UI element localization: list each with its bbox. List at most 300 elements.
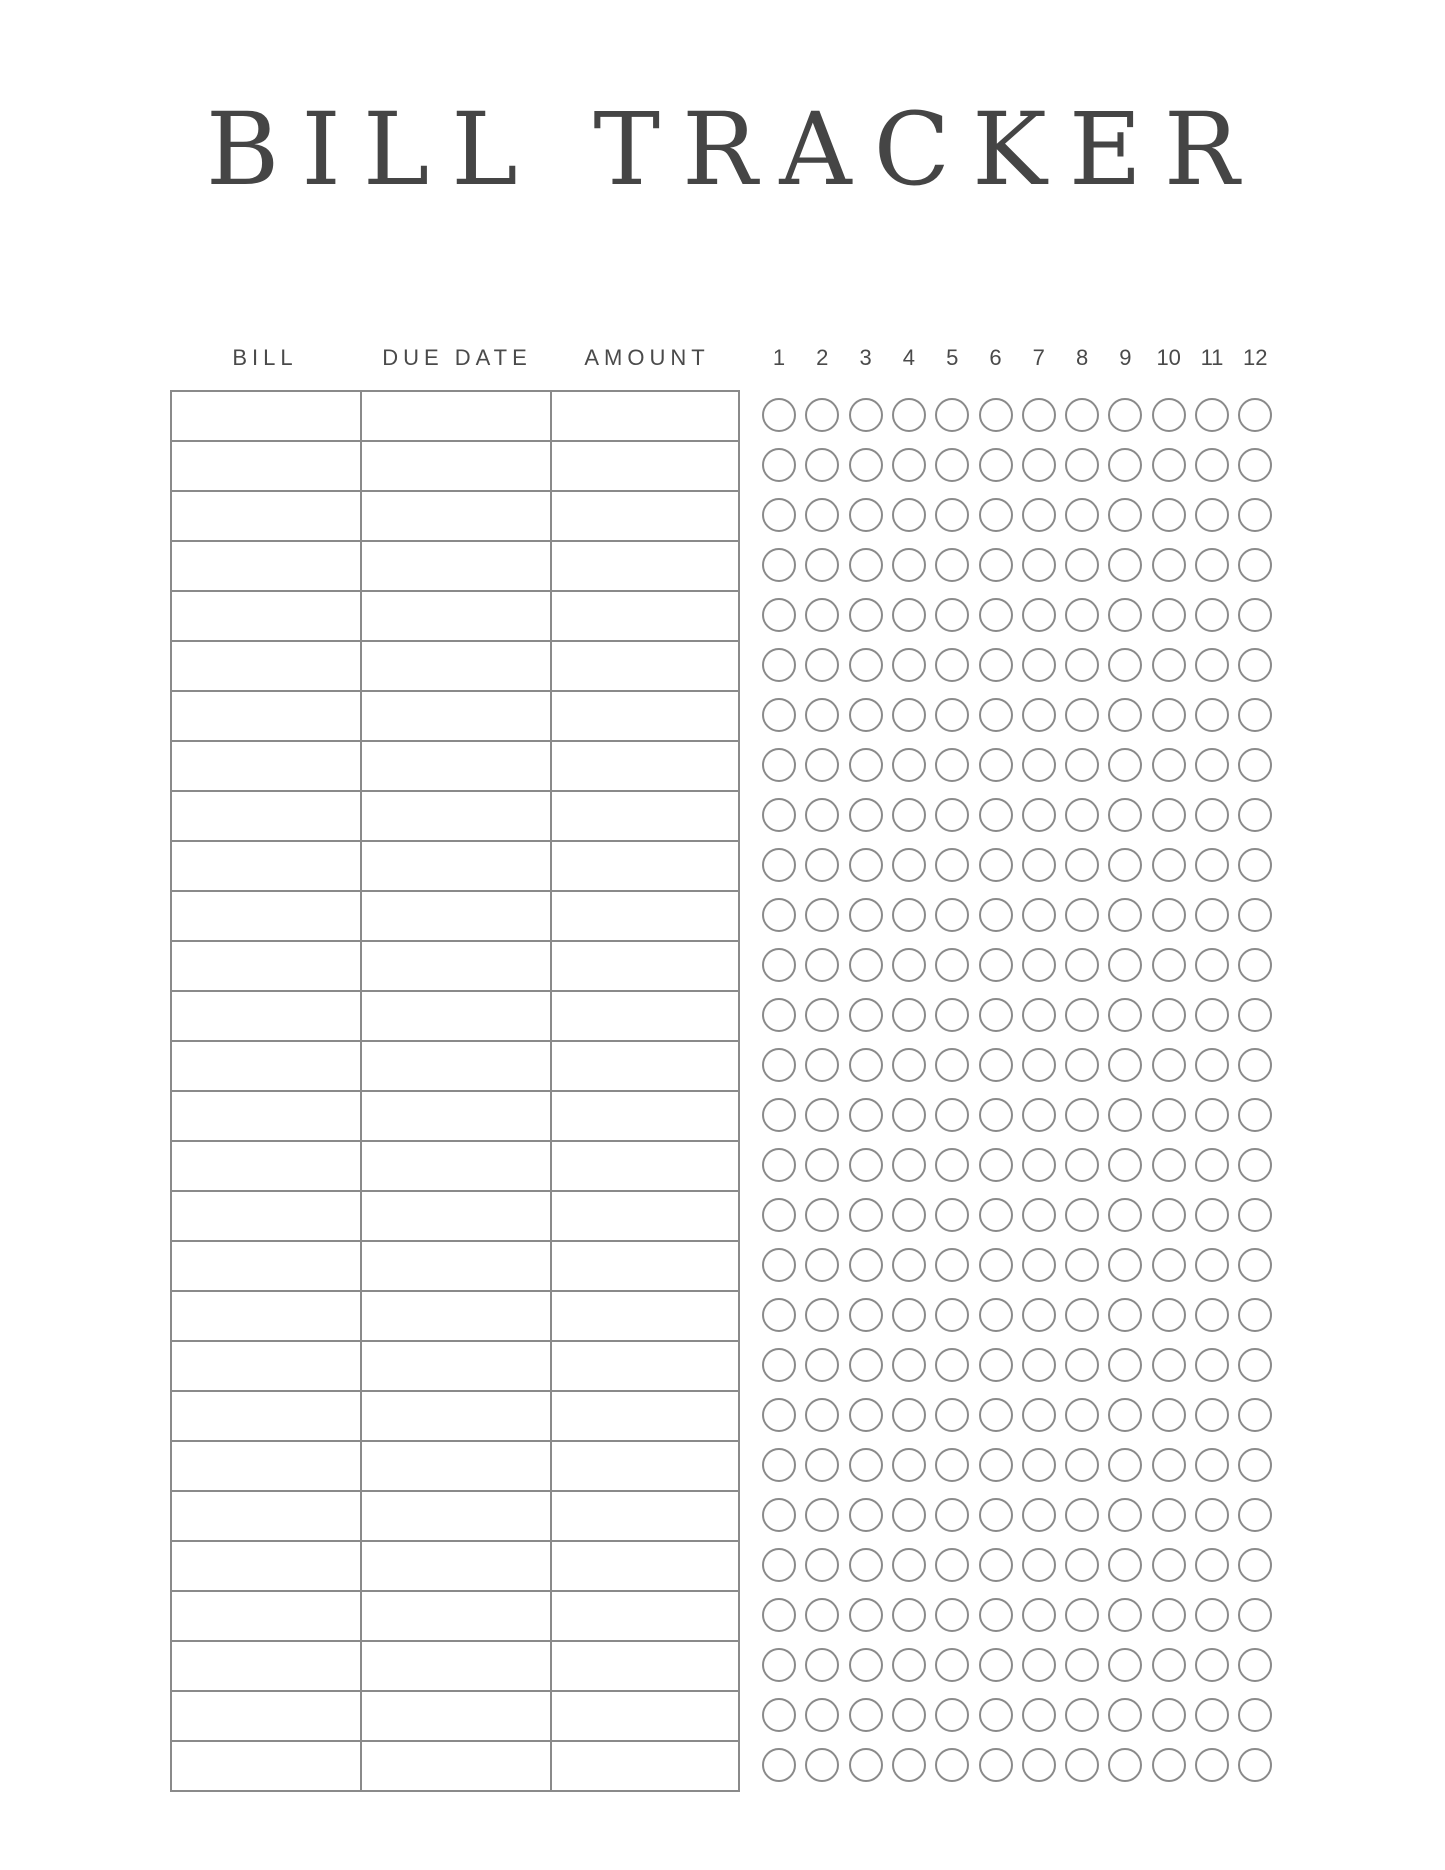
paid-checkbox-month-11[interactable] xyxy=(1195,1148,1229,1182)
paid-checkbox-month-2[interactable] xyxy=(805,1198,839,1232)
paid-checkbox-month-4[interactable] xyxy=(892,1348,926,1382)
paid-checkbox-month-9[interactable] xyxy=(1108,548,1142,582)
amount-cell[interactable] xyxy=(552,1442,740,1490)
paid-checkbox-month-2[interactable] xyxy=(805,1448,839,1482)
paid-checkbox-month-8[interactable] xyxy=(1065,1298,1099,1332)
due-date-cell[interactable] xyxy=(362,1392,552,1440)
paid-checkbox-month-10[interactable] xyxy=(1152,448,1186,482)
amount-cell[interactable] xyxy=(552,542,740,590)
paid-checkbox-month-8[interactable] xyxy=(1065,448,1099,482)
amount-cell[interactable] xyxy=(552,642,740,690)
paid-checkbox-month-9[interactable] xyxy=(1108,848,1142,882)
paid-checkbox-month-5[interactable] xyxy=(935,398,969,432)
paid-checkbox-month-2[interactable] xyxy=(805,498,839,532)
paid-checkbox-month-7[interactable] xyxy=(1022,898,1056,932)
amount-cell[interactable] xyxy=(552,392,740,440)
paid-checkbox-month-1[interactable] xyxy=(762,398,796,432)
bill-cell[interactable] xyxy=(172,1542,362,1590)
paid-checkbox-month-5[interactable] xyxy=(935,1098,969,1132)
paid-checkbox-month-2[interactable] xyxy=(805,1698,839,1732)
paid-checkbox-month-10[interactable] xyxy=(1152,1398,1186,1432)
paid-checkbox-month-2[interactable] xyxy=(805,898,839,932)
paid-checkbox-month-6[interactable] xyxy=(979,1348,1013,1382)
bill-cell[interactable] xyxy=(172,842,362,890)
paid-checkbox-month-1[interactable] xyxy=(762,1098,796,1132)
paid-checkbox-month-6[interactable] xyxy=(979,698,1013,732)
paid-checkbox-month-8[interactable] xyxy=(1065,1548,1099,1582)
paid-checkbox-month-4[interactable] xyxy=(892,748,926,782)
paid-checkbox-month-2[interactable] xyxy=(805,748,839,782)
amount-cell[interactable] xyxy=(552,492,740,540)
paid-checkbox-month-6[interactable] xyxy=(979,1298,1013,1332)
paid-checkbox-month-7[interactable] xyxy=(1022,848,1056,882)
paid-checkbox-month-3[interactable] xyxy=(849,1498,883,1532)
paid-checkbox-month-11[interactable] xyxy=(1195,598,1229,632)
paid-checkbox-month-11[interactable] xyxy=(1195,1548,1229,1582)
bill-cell[interactable] xyxy=(172,742,362,790)
paid-checkbox-month-12[interactable] xyxy=(1238,1298,1272,1332)
amount-cell[interactable] xyxy=(552,742,740,790)
paid-checkbox-month-2[interactable] xyxy=(805,548,839,582)
paid-checkbox-month-2[interactable] xyxy=(805,1598,839,1632)
paid-checkbox-month-5[interactable] xyxy=(935,1548,969,1582)
amount-cell[interactable] xyxy=(552,592,740,640)
paid-checkbox-month-9[interactable] xyxy=(1108,898,1142,932)
paid-checkbox-month-6[interactable] xyxy=(979,748,1013,782)
paid-checkbox-month-12[interactable] xyxy=(1238,1598,1272,1632)
paid-checkbox-month-11[interactable] xyxy=(1195,1348,1229,1382)
paid-checkbox-month-12[interactable] xyxy=(1238,798,1272,832)
paid-checkbox-month-3[interactable] xyxy=(849,548,883,582)
paid-checkbox-month-1[interactable] xyxy=(762,498,796,532)
paid-checkbox-month-10[interactable] xyxy=(1152,1298,1186,1332)
paid-checkbox-month-6[interactable] xyxy=(979,548,1013,582)
paid-checkbox-month-10[interactable] xyxy=(1152,1448,1186,1482)
paid-checkbox-month-2[interactable] xyxy=(805,1348,839,1382)
paid-checkbox-month-2[interactable] xyxy=(805,448,839,482)
paid-checkbox-month-8[interactable] xyxy=(1065,1348,1099,1382)
amount-cell[interactable] xyxy=(552,1342,740,1390)
paid-checkbox-month-7[interactable] xyxy=(1022,1298,1056,1332)
paid-checkbox-month-1[interactable] xyxy=(762,1398,796,1432)
bill-cell[interactable] xyxy=(172,792,362,840)
paid-checkbox-month-2[interactable] xyxy=(805,1148,839,1182)
due-date-cell[interactable] xyxy=(362,1742,552,1790)
paid-checkbox-month-4[interactable] xyxy=(892,1698,926,1732)
paid-checkbox-month-5[interactable] xyxy=(935,1048,969,1082)
bill-cell[interactable] xyxy=(172,1692,362,1740)
paid-checkbox-month-8[interactable] xyxy=(1065,1598,1099,1632)
paid-checkbox-month-7[interactable] xyxy=(1022,1248,1056,1282)
amount-cell[interactable] xyxy=(552,1692,740,1740)
paid-checkbox-month-9[interactable] xyxy=(1108,398,1142,432)
due-date-cell[interactable] xyxy=(362,1042,552,1090)
paid-checkbox-month-1[interactable] xyxy=(762,948,796,982)
paid-checkbox-month-10[interactable] xyxy=(1152,1698,1186,1732)
amount-cell[interactable] xyxy=(552,1142,740,1190)
paid-checkbox-month-5[interactable] xyxy=(935,948,969,982)
paid-checkbox-month-10[interactable] xyxy=(1152,1098,1186,1132)
paid-checkbox-month-1[interactable] xyxy=(762,848,796,882)
due-date-cell[interactable] xyxy=(362,442,552,490)
paid-checkbox-month-1[interactable] xyxy=(762,598,796,632)
bill-cell[interactable] xyxy=(172,392,362,440)
paid-checkbox-month-6[interactable] xyxy=(979,648,1013,682)
paid-checkbox-month-5[interactable] xyxy=(935,798,969,832)
paid-checkbox-month-11[interactable] xyxy=(1195,848,1229,882)
paid-checkbox-month-2[interactable] xyxy=(805,598,839,632)
paid-checkbox-month-4[interactable] xyxy=(892,698,926,732)
paid-checkbox-month-12[interactable] xyxy=(1238,648,1272,682)
paid-checkbox-month-10[interactable] xyxy=(1152,1198,1186,1232)
paid-checkbox-month-4[interactable] xyxy=(892,998,926,1032)
paid-checkbox-month-1[interactable] xyxy=(762,1748,796,1782)
paid-checkbox-month-8[interactable] xyxy=(1065,598,1099,632)
amount-cell[interactable] xyxy=(552,942,740,990)
paid-checkbox-month-1[interactable] xyxy=(762,1298,796,1332)
paid-checkbox-month-7[interactable] xyxy=(1022,1598,1056,1632)
paid-checkbox-month-10[interactable] xyxy=(1152,1648,1186,1682)
paid-checkbox-month-8[interactable] xyxy=(1065,1248,1099,1282)
paid-checkbox-month-7[interactable] xyxy=(1022,698,1056,732)
paid-checkbox-month-5[interactable] xyxy=(935,1198,969,1232)
paid-checkbox-month-5[interactable] xyxy=(935,1248,969,1282)
paid-checkbox-month-10[interactable] xyxy=(1152,1498,1186,1532)
due-date-cell[interactable] xyxy=(362,1192,552,1240)
paid-checkbox-month-4[interactable] xyxy=(892,1398,926,1432)
paid-checkbox-month-4[interactable] xyxy=(892,1648,926,1682)
bill-cell[interactable] xyxy=(172,1342,362,1390)
paid-checkbox-month-3[interactable] xyxy=(849,1648,883,1682)
paid-checkbox-month-12[interactable] xyxy=(1238,1498,1272,1532)
paid-checkbox-month-12[interactable] xyxy=(1238,1148,1272,1182)
paid-checkbox-month-7[interactable] xyxy=(1022,1048,1056,1082)
paid-checkbox-month-4[interactable] xyxy=(892,1198,926,1232)
paid-checkbox-month-4[interactable] xyxy=(892,848,926,882)
paid-checkbox-month-11[interactable] xyxy=(1195,1748,1229,1782)
paid-checkbox-month-3[interactable] xyxy=(849,1148,883,1182)
paid-checkbox-month-6[interactable] xyxy=(979,498,1013,532)
amount-cell[interactable] xyxy=(552,1742,740,1790)
paid-checkbox-month-10[interactable] xyxy=(1152,1748,1186,1782)
paid-checkbox-month-4[interactable] xyxy=(892,448,926,482)
paid-checkbox-month-1[interactable] xyxy=(762,798,796,832)
paid-checkbox-month-3[interactable] xyxy=(849,1198,883,1232)
paid-checkbox-month-11[interactable] xyxy=(1195,1498,1229,1532)
paid-checkbox-month-11[interactable] xyxy=(1195,798,1229,832)
paid-checkbox-month-4[interactable] xyxy=(892,1298,926,1332)
paid-checkbox-month-6[interactable] xyxy=(979,1598,1013,1632)
due-date-cell[interactable] xyxy=(362,592,552,640)
paid-checkbox-month-9[interactable] xyxy=(1108,1548,1142,1582)
paid-checkbox-month-5[interactable] xyxy=(935,1598,969,1632)
paid-checkbox-month-6[interactable] xyxy=(979,848,1013,882)
paid-checkbox-month-9[interactable] xyxy=(1108,1298,1142,1332)
paid-checkbox-month-4[interactable] xyxy=(892,398,926,432)
due-date-cell[interactable] xyxy=(362,1242,552,1290)
paid-checkbox-month-4[interactable] xyxy=(892,498,926,532)
paid-checkbox-month-11[interactable] xyxy=(1195,1598,1229,1632)
paid-checkbox-month-11[interactable] xyxy=(1195,498,1229,532)
paid-checkbox-month-8[interactable] xyxy=(1065,1148,1099,1182)
paid-checkbox-month-12[interactable] xyxy=(1238,498,1272,532)
paid-checkbox-month-9[interactable] xyxy=(1108,1648,1142,1682)
paid-checkbox-month-4[interactable] xyxy=(892,798,926,832)
paid-checkbox-month-7[interactable] xyxy=(1022,498,1056,532)
bill-cell[interactable] xyxy=(172,1192,362,1240)
paid-checkbox-month-4[interactable] xyxy=(892,1448,926,1482)
due-date-cell[interactable] xyxy=(362,742,552,790)
paid-checkbox-month-3[interactable] xyxy=(849,1448,883,1482)
due-date-cell[interactable] xyxy=(362,1592,552,1640)
paid-checkbox-month-1[interactable] xyxy=(762,448,796,482)
paid-checkbox-month-7[interactable] xyxy=(1022,1198,1056,1232)
paid-checkbox-month-7[interactable] xyxy=(1022,1648,1056,1682)
paid-checkbox-month-9[interactable] xyxy=(1108,1098,1142,1132)
paid-checkbox-month-10[interactable] xyxy=(1152,598,1186,632)
paid-checkbox-month-8[interactable] xyxy=(1065,1048,1099,1082)
paid-checkbox-month-6[interactable] xyxy=(979,948,1013,982)
paid-checkbox-month-2[interactable] xyxy=(805,1548,839,1582)
paid-checkbox-month-9[interactable] xyxy=(1108,1598,1142,1632)
paid-checkbox-month-12[interactable] xyxy=(1238,898,1272,932)
paid-checkbox-month-6[interactable] xyxy=(979,998,1013,1032)
due-date-cell[interactable] xyxy=(362,1442,552,1490)
paid-checkbox-month-9[interactable] xyxy=(1108,798,1142,832)
paid-checkbox-month-3[interactable] xyxy=(849,698,883,732)
paid-checkbox-month-12[interactable] xyxy=(1238,448,1272,482)
paid-checkbox-month-11[interactable] xyxy=(1195,448,1229,482)
paid-checkbox-month-11[interactable] xyxy=(1195,1298,1229,1332)
paid-checkbox-month-11[interactable] xyxy=(1195,398,1229,432)
bill-cell[interactable] xyxy=(172,992,362,1040)
bill-cell[interactable] xyxy=(172,642,362,690)
due-date-cell[interactable] xyxy=(362,992,552,1040)
paid-checkbox-month-1[interactable] xyxy=(762,1548,796,1582)
paid-checkbox-month-11[interactable] xyxy=(1195,1698,1229,1732)
bill-cell[interactable] xyxy=(172,1292,362,1340)
paid-checkbox-month-2[interactable] xyxy=(805,998,839,1032)
due-date-cell[interactable] xyxy=(362,642,552,690)
paid-checkbox-month-1[interactable] xyxy=(762,1348,796,1382)
bill-cell[interactable] xyxy=(172,1642,362,1690)
paid-checkbox-month-6[interactable] xyxy=(979,448,1013,482)
paid-checkbox-month-6[interactable] xyxy=(979,598,1013,632)
paid-checkbox-month-7[interactable] xyxy=(1022,648,1056,682)
paid-checkbox-month-12[interactable] xyxy=(1238,1048,1272,1082)
paid-checkbox-month-7[interactable] xyxy=(1022,798,1056,832)
paid-checkbox-month-9[interactable] xyxy=(1108,998,1142,1032)
paid-checkbox-month-3[interactable] xyxy=(849,898,883,932)
paid-checkbox-month-5[interactable] xyxy=(935,1348,969,1382)
paid-checkbox-month-8[interactable] xyxy=(1065,898,1099,932)
paid-checkbox-month-9[interactable] xyxy=(1108,1348,1142,1382)
paid-checkbox-month-12[interactable] xyxy=(1238,848,1272,882)
paid-checkbox-month-8[interactable] xyxy=(1065,748,1099,782)
paid-checkbox-month-3[interactable] xyxy=(849,448,883,482)
paid-checkbox-month-11[interactable] xyxy=(1195,1398,1229,1432)
due-date-cell[interactable] xyxy=(362,1142,552,1190)
paid-checkbox-month-10[interactable] xyxy=(1152,998,1186,1032)
paid-checkbox-month-5[interactable] xyxy=(935,648,969,682)
paid-checkbox-month-12[interactable] xyxy=(1238,598,1272,632)
paid-checkbox-month-8[interactable] xyxy=(1065,848,1099,882)
paid-checkbox-month-10[interactable] xyxy=(1152,698,1186,732)
paid-checkbox-month-4[interactable] xyxy=(892,1048,926,1082)
paid-checkbox-month-1[interactable] xyxy=(762,748,796,782)
amount-cell[interactable] xyxy=(552,442,740,490)
paid-checkbox-month-7[interactable] xyxy=(1022,1148,1056,1182)
paid-checkbox-month-11[interactable] xyxy=(1195,1048,1229,1082)
due-date-cell[interactable] xyxy=(362,1692,552,1740)
paid-checkbox-month-1[interactable] xyxy=(762,1198,796,1232)
paid-checkbox-month-12[interactable] xyxy=(1238,1548,1272,1582)
bill-cell[interactable] xyxy=(172,1392,362,1440)
paid-checkbox-month-10[interactable] xyxy=(1152,398,1186,432)
amount-cell[interactable] xyxy=(552,792,740,840)
paid-checkbox-month-9[interactable] xyxy=(1108,498,1142,532)
paid-checkbox-month-10[interactable] xyxy=(1152,1048,1186,1082)
paid-checkbox-month-12[interactable] xyxy=(1238,748,1272,782)
paid-checkbox-month-1[interactable] xyxy=(762,548,796,582)
paid-checkbox-month-7[interactable] xyxy=(1022,1098,1056,1132)
amount-cell[interactable] xyxy=(552,1092,740,1140)
amount-cell[interactable] xyxy=(552,842,740,890)
paid-checkbox-month-12[interactable] xyxy=(1238,1648,1272,1682)
bill-cell[interactable] xyxy=(172,892,362,940)
paid-checkbox-month-6[interactable] xyxy=(979,898,1013,932)
paid-checkbox-month-12[interactable] xyxy=(1238,1748,1272,1782)
paid-checkbox-month-4[interactable] xyxy=(892,1498,926,1532)
paid-checkbox-month-12[interactable] xyxy=(1238,1098,1272,1132)
bill-cell[interactable] xyxy=(172,492,362,540)
paid-checkbox-month-4[interactable] xyxy=(892,1748,926,1782)
paid-checkbox-month-9[interactable] xyxy=(1108,948,1142,982)
paid-checkbox-month-11[interactable] xyxy=(1195,1448,1229,1482)
paid-checkbox-month-8[interactable] xyxy=(1065,798,1099,832)
paid-checkbox-month-1[interactable] xyxy=(762,1598,796,1632)
paid-checkbox-month-2[interactable] xyxy=(805,1648,839,1682)
paid-checkbox-month-6[interactable] xyxy=(979,1698,1013,1732)
paid-checkbox-month-4[interactable] xyxy=(892,1098,926,1132)
paid-checkbox-month-12[interactable] xyxy=(1238,1448,1272,1482)
paid-checkbox-month-11[interactable] xyxy=(1195,748,1229,782)
paid-checkbox-month-9[interactable] xyxy=(1108,1748,1142,1782)
paid-checkbox-month-6[interactable] xyxy=(979,1748,1013,1782)
paid-checkbox-month-3[interactable] xyxy=(849,1598,883,1632)
amount-cell[interactable] xyxy=(552,892,740,940)
paid-checkbox-month-10[interactable] xyxy=(1152,1148,1186,1182)
paid-checkbox-month-9[interactable] xyxy=(1108,648,1142,682)
paid-checkbox-month-12[interactable] xyxy=(1238,1348,1272,1382)
paid-checkbox-month-3[interactable] xyxy=(849,1698,883,1732)
paid-checkbox-month-1[interactable] xyxy=(762,698,796,732)
paid-checkbox-month-8[interactable] xyxy=(1065,1098,1099,1132)
paid-checkbox-month-6[interactable] xyxy=(979,1398,1013,1432)
bill-cell[interactable] xyxy=(172,1742,362,1790)
paid-checkbox-month-6[interactable] xyxy=(979,1448,1013,1482)
paid-checkbox-month-2[interactable] xyxy=(805,1498,839,1532)
paid-checkbox-month-10[interactable] xyxy=(1152,898,1186,932)
paid-checkbox-month-5[interactable] xyxy=(935,1648,969,1682)
amount-cell[interactable] xyxy=(552,1542,740,1590)
paid-checkbox-month-5[interactable] xyxy=(935,698,969,732)
due-date-cell[interactable] xyxy=(362,792,552,840)
amount-cell[interactable] xyxy=(552,692,740,740)
paid-checkbox-month-4[interactable] xyxy=(892,648,926,682)
bill-cell[interactable] xyxy=(172,1492,362,1540)
paid-checkbox-month-8[interactable] xyxy=(1065,1698,1099,1732)
paid-checkbox-month-3[interactable] xyxy=(849,498,883,532)
paid-checkbox-month-3[interactable] xyxy=(849,1298,883,1332)
paid-checkbox-month-9[interactable] xyxy=(1108,1148,1142,1182)
paid-checkbox-month-8[interactable] xyxy=(1065,998,1099,1032)
paid-checkbox-month-9[interactable] xyxy=(1108,1448,1142,1482)
due-date-cell[interactable] xyxy=(362,492,552,540)
paid-checkbox-month-5[interactable] xyxy=(935,998,969,1032)
paid-checkbox-month-5[interactable] xyxy=(935,448,969,482)
paid-checkbox-month-8[interactable] xyxy=(1065,948,1099,982)
paid-checkbox-month-7[interactable] xyxy=(1022,1548,1056,1582)
amount-cell[interactable] xyxy=(552,1042,740,1090)
paid-checkbox-month-12[interactable] xyxy=(1238,1698,1272,1732)
paid-checkbox-month-3[interactable] xyxy=(849,398,883,432)
paid-checkbox-month-5[interactable] xyxy=(935,1748,969,1782)
paid-checkbox-month-11[interactable] xyxy=(1195,998,1229,1032)
paid-checkbox-month-7[interactable] xyxy=(1022,998,1056,1032)
bill-cell[interactable] xyxy=(172,1442,362,1490)
paid-checkbox-month-3[interactable] xyxy=(849,648,883,682)
paid-checkbox-month-8[interactable] xyxy=(1065,648,1099,682)
paid-checkbox-month-7[interactable] xyxy=(1022,1348,1056,1382)
paid-checkbox-month-7[interactable] xyxy=(1022,548,1056,582)
paid-checkbox-month-6[interactable] xyxy=(979,1548,1013,1582)
paid-checkbox-month-8[interactable] xyxy=(1065,398,1099,432)
amount-cell[interactable] xyxy=(552,1292,740,1340)
paid-checkbox-month-3[interactable] xyxy=(849,1348,883,1382)
paid-checkbox-month-5[interactable] xyxy=(935,1448,969,1482)
paid-checkbox-month-8[interactable] xyxy=(1065,548,1099,582)
paid-checkbox-month-11[interactable] xyxy=(1195,548,1229,582)
paid-checkbox-month-2[interactable] xyxy=(805,1298,839,1332)
paid-checkbox-month-5[interactable] xyxy=(935,1148,969,1182)
paid-checkbox-month-5[interactable] xyxy=(935,848,969,882)
paid-checkbox-month-10[interactable] xyxy=(1152,1248,1186,1282)
paid-checkbox-month-6[interactable] xyxy=(979,1198,1013,1232)
paid-checkbox-month-2[interactable] xyxy=(805,1398,839,1432)
paid-checkbox-month-10[interactable] xyxy=(1152,498,1186,532)
paid-checkbox-month-11[interactable] xyxy=(1195,1248,1229,1282)
paid-checkbox-month-2[interactable] xyxy=(805,798,839,832)
paid-checkbox-month-2[interactable] xyxy=(805,398,839,432)
paid-checkbox-month-8[interactable] xyxy=(1065,1198,1099,1232)
paid-checkbox-month-8[interactable] xyxy=(1065,1498,1099,1532)
paid-checkbox-month-2[interactable] xyxy=(805,1248,839,1282)
paid-checkbox-month-8[interactable] xyxy=(1065,698,1099,732)
paid-checkbox-month-9[interactable] xyxy=(1108,1248,1142,1282)
paid-checkbox-month-1[interactable] xyxy=(762,1698,796,1732)
paid-checkbox-month-9[interactable] xyxy=(1108,1048,1142,1082)
due-date-cell[interactable] xyxy=(362,842,552,890)
paid-checkbox-month-3[interactable] xyxy=(849,998,883,1032)
paid-checkbox-month-6[interactable] xyxy=(979,798,1013,832)
paid-checkbox-month-5[interactable] xyxy=(935,748,969,782)
paid-checkbox-month-2[interactable] xyxy=(805,1098,839,1132)
paid-checkbox-month-7[interactable] xyxy=(1022,1448,1056,1482)
paid-checkbox-month-3[interactable] xyxy=(849,1098,883,1132)
paid-checkbox-month-4[interactable] xyxy=(892,1548,926,1582)
due-date-cell[interactable] xyxy=(362,1492,552,1540)
